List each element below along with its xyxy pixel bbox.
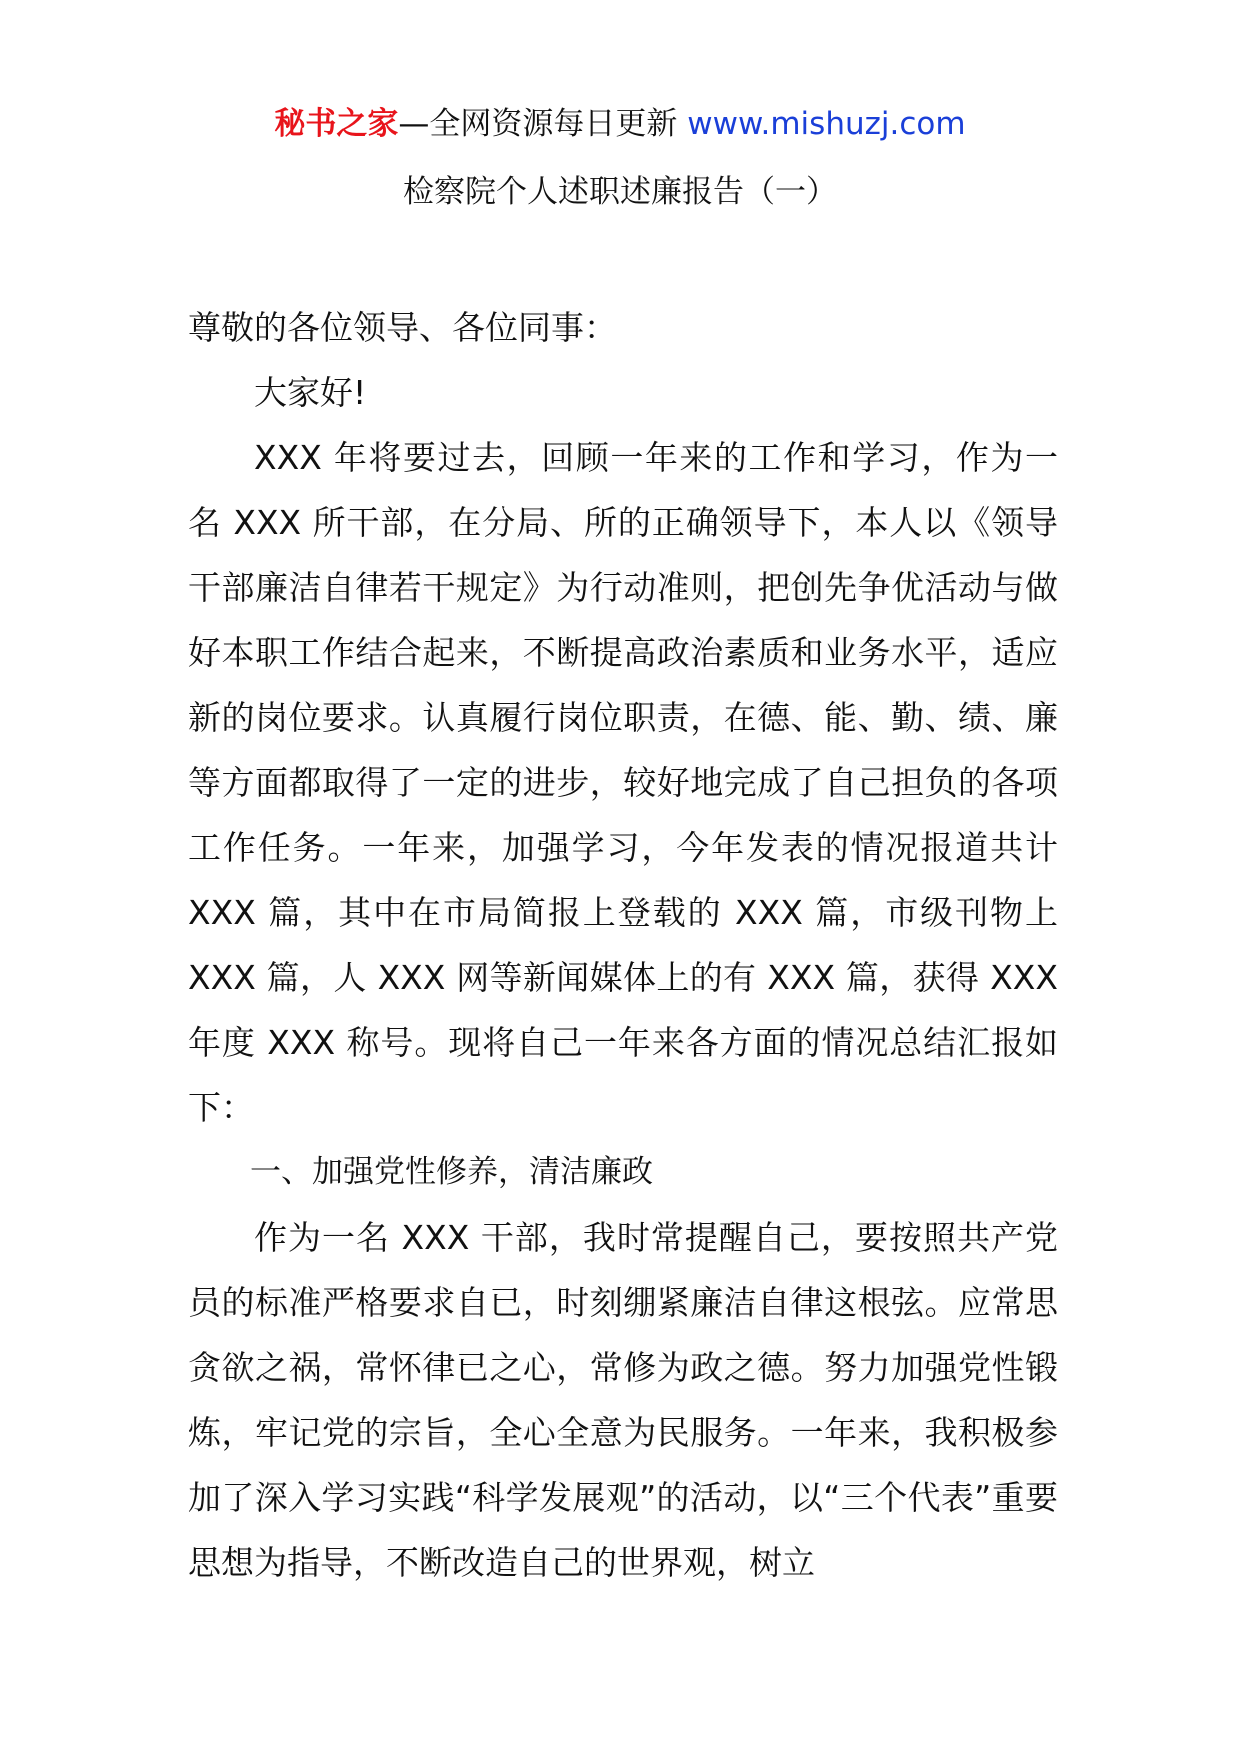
section-heading: 一、加强党性修养，清洁廉政 [250,1154,653,1190]
salutation: 尊敬的各位领导、各位同事： [188,308,617,347]
document-title: 检察院个人述职述廉报告（一） [403,174,837,210]
paragraph-section-1: 作为一名 XXX 干部，我时常提醒自己，要按照共产党员的标准严格要求自已，时刻绷紧廉洁自律这根弦。应常思贪欲之祸，常怀律已之心，常修为政之德。努力加强党性锻炼，牢记党的宗旨，全心全意为民服务。一年来，我积极参加了深入学习实践“科学发展观”的活动，以“三个代表”重要思想为指导，不断改造自己的世界观，树立 [188,1218,1058,1582]
paragraph-intro: XXX 年将要过去，回顾一年来的工作和学习，作为一名 XXX 所干部，在分局、所的正确领导下，本人以《领导干部廉洁自律若干规定》为行动准则，把创先争优活动与做好本职工作结合起来，不断提高政治素质和业务水平，适应新的岗位要求。认真履行岗位职责，在德、能、勤、绩、廉等方面都取得了一定的进步，较好地完成了自己担负的各项工作任务。一年来，加强学习，今年发表的情况报道共计 XXX 篇，其中在市局简报上登载的 XXX 篇，市级刊物上 XXX 篇，人 XXX 网等新闻媒体上的有 XXX 篇，获得 XXX 年度 XXX 称号。现将自己一年来各方面的情况总结汇报如下： [188,438,1058,1127]
site-url-link[interactable]: www.mishuzj.com [687,106,966,142]
brand-name: 秘书之家 [274,106,399,142]
document-body [188,295,1058,1595]
greeting: 大家好! [254,373,367,412]
page-header [0,100,1240,148]
header-slogan: —全网资源每日更新 [398,106,688,142]
